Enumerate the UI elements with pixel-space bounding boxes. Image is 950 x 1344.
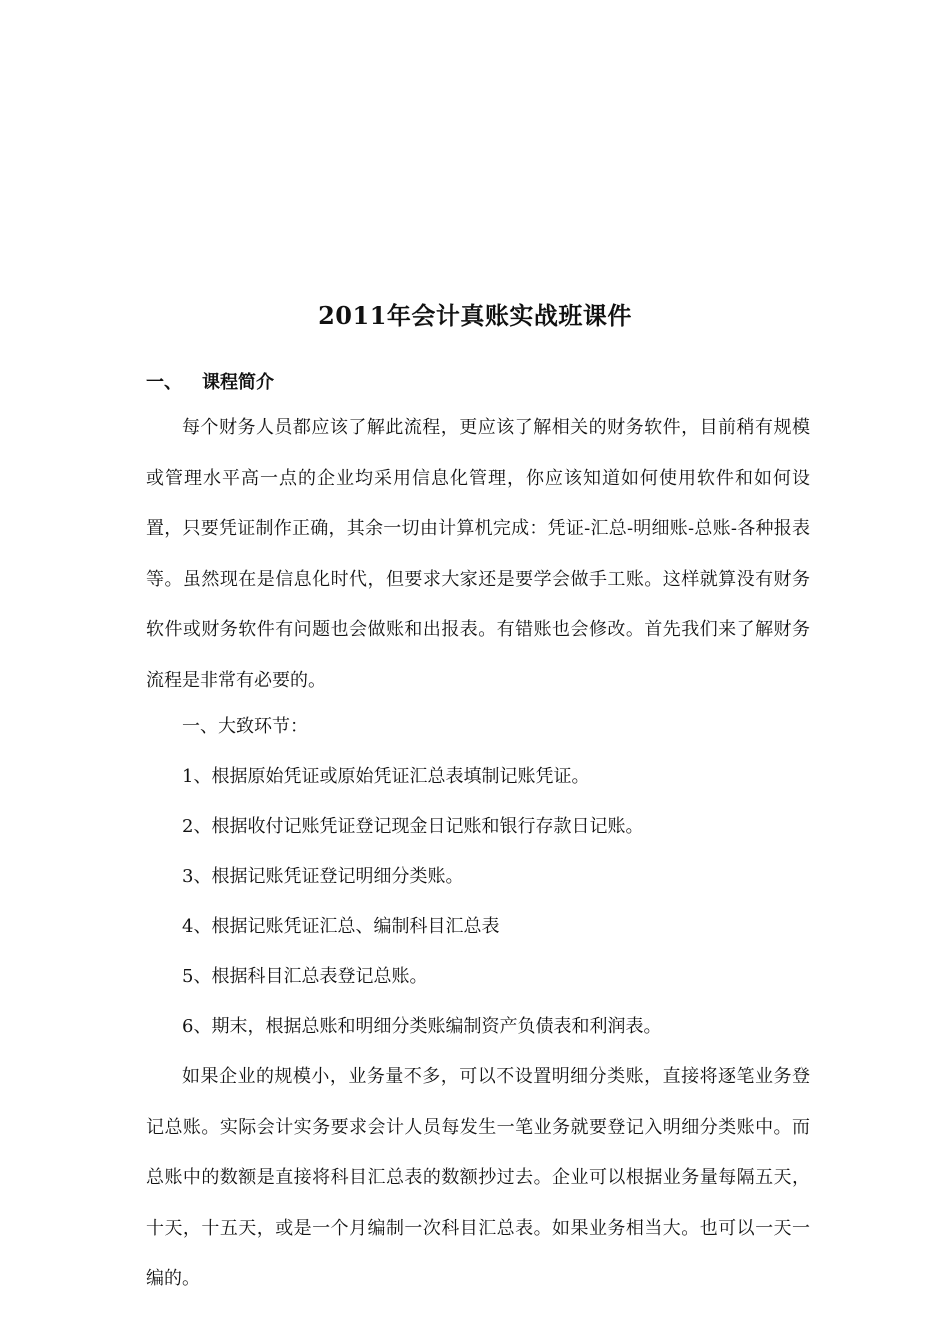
step-item: 5、根据科目汇总表登记总账。 [182, 966, 428, 987]
step-item: 3、根据记账凭证登记明细分类账。 [182, 866, 464, 887]
intro-paragraph: 每个财务人员都应该了解此流程，更应该了解相关的财务软件，目前稍有规模或管理水平高一点的企业均采用信息化管理，你应该知道如何使用软件和如何设置，只要凭证制作正确，其余一切由计算机完成：凭证-汇总-明细账-总账-各种报表等。虽然现在是信息化时代，但要求大家还是要学会做手工账。这样就算没有财务软件或财务软件有问题也会做账和出报表。有错账也会修改。首先我们来了解财务流程是非常有必要的。 [146, 417, 810, 691]
step-item: 2、根据收付记账凭证登记现金日记账和银行存款日记账。 [182, 816, 644, 837]
step-item: 1、根据原始凭证或原始凭证汇总表填制记账凭证。 [182, 766, 590, 787]
section-heading [146, 368, 274, 398]
section-number: 一、 [146, 372, 182, 393]
step-item: 4、根据记账凭证汇总、编制科目汇总表 [182, 916, 500, 937]
section-title: 课程简介 [202, 372, 274, 393]
step-item: 6、期末，根据总账和明细分类账编制资产负债表和利润表。 [182, 1016, 662, 1037]
subheading: 一、大致环节： [182, 716, 308, 737]
closing-paragraph: 如果企业的规模小，业务量不多，可以不设置明细分类账，直接将逐笔业务登记总账。实际会计实务要求会计人员每发生一笔业务就要登记入明细分类账中。而总账中的数额是直接将科目汇总表的数额抄过去。企业可以根据业务量每隔五天，十天，十五天，或是一个月编制一次科目汇总表。如果业务相当大。也可以一天一编的。 [146, 1066, 810, 1290]
document-title: 2011年会计真账实战班课件 [318, 301, 632, 330]
